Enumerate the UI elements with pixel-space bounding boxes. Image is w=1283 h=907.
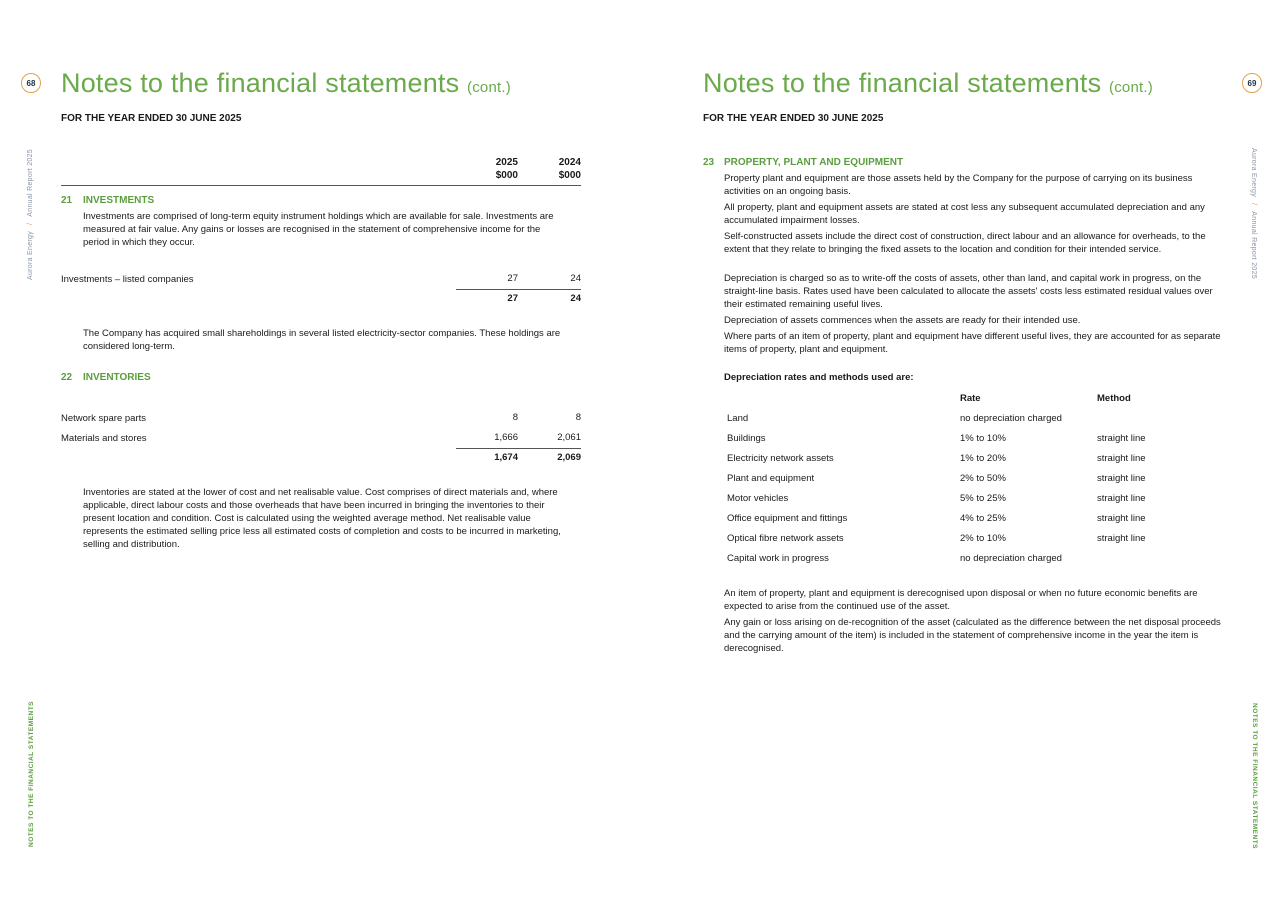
investments-row-2025: 27: [507, 273, 518, 284]
left-page: [0, 0, 641, 907]
page-title-cont: (cont.): [467, 79, 511, 96]
header-rule: [61, 185, 581, 186]
inventory-row-2025: 1,666: [494, 432, 518, 443]
side-section-label: NOTES TO THE FINANCIAL STATEMENTS: [28, 700, 35, 847]
note-23-heading: PROPERTY, PLANT AND EQUIPMENT: [724, 157, 904, 168]
investments-subtotal-rule: [456, 289, 581, 290]
note-22-footnote: Inventories are stated at the lower of cost and net realisable value. Cost comprises of direct materials and, where applicable, direct labour costs and those overheads that have been incurred in bringing the inventories to their present location and condition. Cost is calculated using the weighted average method. Net realisable value represents the estimated selling price less all estimated costs of completion and costs to be incurred in marketing, selling and distribution.: [83, 487, 561, 550]
note-23-paragraph: Depreciation is charged so as to write-off the costs of assets, other than land, and capital work in progress, on the straight-line basis. Rates used have been calculated to allocate the assets' costs less estimated residual values over their estimated remaining useful lives.: [724, 273, 1213, 310]
rate-row-asset: Buildings: [727, 433, 766, 444]
rate-row-rate: 2% to 50%: [960, 473, 1006, 484]
page-number-badge: [21, 73, 41, 93]
side-brand-label: [1250, 148, 1257, 279]
page-number-badge: [1242, 73, 1262, 93]
side-brand-slash: /: [1250, 203, 1257, 206]
inventory-total-2025: 1,674: [494, 452, 518, 463]
inventory-row-label: Network spare parts: [61, 413, 147, 424]
rate-row-rate: 2% to 10%: [960, 533, 1006, 544]
rate-row-method: straight line: [1097, 493, 1146, 504]
note-21-number: 21: [61, 195, 73, 206]
note-23-closing: Any gain or loss arising on de-recognition of the asset (calculated as the difference between the net disposal proceeds and the carrying amount of the item) is included in the statement of comprehensive income in the year the item is derecognised.: [724, 617, 1221, 654]
page-title-cont: (cont.): [1109, 79, 1153, 96]
inventory-subtotal-rule: [456, 448, 581, 449]
inventory-row-2025: 8: [512, 412, 518, 423]
rate-row-rate: 1% to 20%: [960, 453, 1006, 464]
page-number: 68: [26, 78, 36, 88]
rate-row-asset: Plant and equipment: [727, 473, 815, 484]
rate-row-asset: Optical fibre network assets: [727, 533, 844, 544]
note-23-paragraph: Self-constructed assets include the direct cost of construction, direct labour and an allowance for overheads, to the extent that they relate to bringing the fixed assets to the location and condition for their intended service.: [724, 231, 1206, 255]
rate-row-asset: Electricity network assets: [727, 453, 834, 464]
page-title: [61, 68, 511, 99]
side-brand-name: Aurora Energy: [27, 230, 34, 280]
inventory-row-2024: 8: [575, 412, 581, 423]
page-title-text: Notes to the financial statements: [703, 68, 1102, 98]
note-22-heading: INVENTORIES: [83, 372, 151, 383]
page-subtitle: FOR THE YEAR ENDED 30 JUNE 2025: [703, 113, 884, 124]
col-unit-2025: $000: [495, 170, 518, 181]
note-23-paragraph: Depreciation of assets commences when the assets are ready for their intended use.: [724, 315, 1081, 326]
page-title-text: Notes to the financial statements: [61, 68, 460, 98]
note-22-number: 22: [61, 372, 73, 383]
note-23-paragraph: Property plant and equipment are those assets held by the Company for the purpose of carrying on its business activities on an ongoing basis.: [724, 173, 1193, 197]
rates-col-rate: Rate: [960, 393, 981, 404]
inventory-row-label: Materials and stores: [61, 433, 147, 444]
side-report-name: Annual Report 2025: [1250, 211, 1257, 279]
page-subtitle: FOR THE YEAR ENDED 30 JUNE 2025: [61, 113, 242, 124]
inventory-row-2024: 2,061: [557, 432, 581, 443]
note-21-heading: INVESTMENTS: [83, 195, 155, 206]
side-brand-label: [27, 149, 34, 280]
rate-row-rate: no depreciation charged: [960, 553, 1062, 564]
rate-row-asset: Office equipment and fittings: [727, 513, 848, 524]
note-23-number: 23: [703, 157, 715, 168]
note-23-closing: An item of property, plant and equipment is derecognised upon disposal or when no future economic benefits are expected to arise from the continued use of the asset.: [724, 588, 1198, 612]
right-page: [641, 0, 1283, 907]
side-brand-slash: /: [27, 222, 34, 225]
page-title: [703, 68, 1153, 99]
rate-row-rate: 5% to 25%: [960, 493, 1006, 504]
col-year-2024: 2024: [558, 157, 581, 168]
rate-row-method: straight line: [1097, 473, 1146, 484]
note-23-paragraph: All property, plant and equipment assets are stated at cost less any subsequent accumulated depreciation and any accumulated impairment losses.: [724, 202, 1205, 226]
rate-row-method: straight line: [1097, 433, 1146, 444]
note-21-footnote: The Company has acquired small shareholdings in several listed electricity-sector companies. These holdings are considered long-term.: [83, 328, 561, 352]
inventory-total-2024: 2,069: [557, 452, 581, 463]
rate-row-rate: no depreciation charged: [960, 413, 1062, 424]
investments-row-2024: 24: [570, 273, 581, 284]
page-number: 69: [1247, 78, 1257, 88]
rate-row-rate: 4% to 25%: [960, 513, 1006, 524]
rate-row-method: straight line: [1097, 453, 1146, 464]
rate-row-asset: Land: [727, 413, 749, 424]
investments-total-2025: 27: [507, 293, 518, 304]
col-year-2025: 2025: [495, 157, 518, 168]
note-23-paragraph: Where parts of an item of property, plant and equipment have different useful lives, they are accounted for as separate items of property, plant and equipment.: [724, 331, 1221, 355]
note-21-body: Investments are comprised of long-term equity instrument holdings which are available for sale. Investments are measured at fair value. Any gains or losses are recognised in the statement of comprehensive income for the period in which they occur.: [83, 211, 554, 248]
investments-total-2024: 24: [570, 293, 581, 304]
rate-row-asset: Capital work in progress: [727, 553, 829, 564]
rates-col-method: Method: [1097, 393, 1131, 404]
col-unit-2024: $000: [558, 170, 581, 181]
rates-heading: Depreciation rates and methods used are:: [724, 372, 914, 383]
side-section-label: NOTES TO THE FINANCIAL STATEMENTS: [1251, 703, 1258, 850]
rate-row-method: straight line: [1097, 513, 1146, 524]
side-report-name: Annual Report 2025: [27, 149, 34, 217]
rate-row-rate: 1% to 10%: [960, 433, 1006, 444]
investments-row-label: Investments – listed companies: [61, 274, 194, 285]
side-brand-name: Aurora Energy: [1250, 148, 1257, 198]
rate-row-asset: Motor vehicles: [727, 493, 789, 504]
rate-row-method: straight line: [1097, 533, 1146, 544]
